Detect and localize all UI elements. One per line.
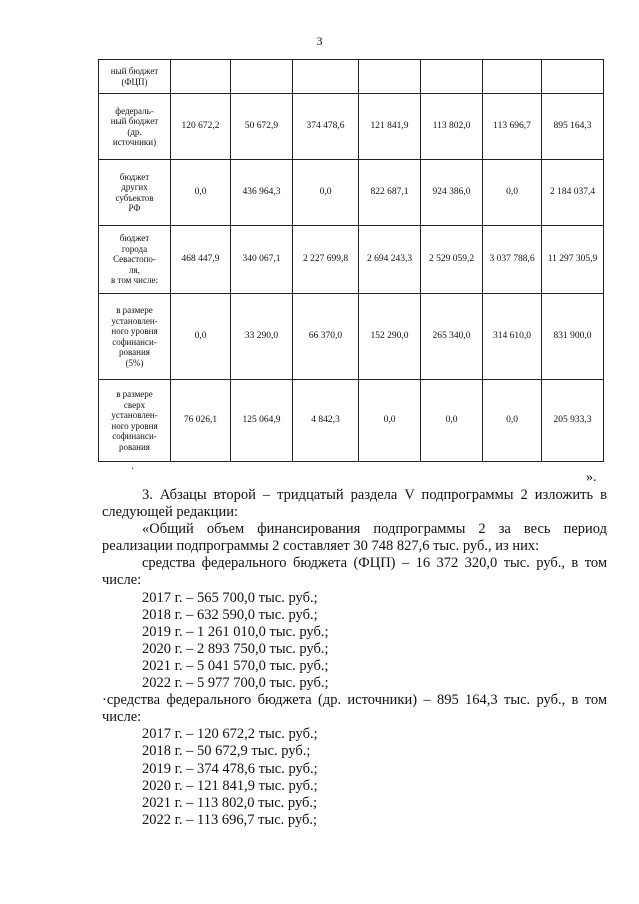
table-cell: 50 672,9 [231,94,293,160]
table-cell: 265 340,0 [421,294,483,380]
year-amount: 2022 г. – 5 977 700,0 тыс. руб.; [142,675,329,692]
row-label-line: РФ [128,203,141,213]
row-label-line: федераль- [115,105,154,116]
row-label-line: в том числе: [111,275,158,286]
row-label-line: рования [119,347,150,357]
row-label-line: рования [119,441,150,452]
row-label-line: города [121,243,148,254]
row-label-line: установлен- [111,410,158,420]
table-cell: 4 842,3 [293,380,359,462]
table-cell: 120 672,2 [171,94,231,160]
table-cell: 0,0 [483,380,542,462]
page-number: 3 [316,34,323,48]
table-cell: 113 802,0 [421,94,483,160]
table-cell: 314 610,0 [483,294,542,380]
table-cell [293,60,359,94]
row-label-line: ный бюджет [110,116,159,126]
table-cell: 2 184 037,4 [542,160,604,226]
fcp-years-list [102,590,607,693]
year-amount: 2019 г. – 1 261 010,0 тыс. руб.; [142,623,329,640]
year-amount: 2022 г. – 113 696,7 тыс. руб.; [142,811,318,828]
table-row [99,226,604,294]
row-label [99,60,171,94]
row-label-line: в размере [116,305,153,315]
table-cell: 125 064,9 [231,380,293,462]
row-label-line: в размере [116,389,153,399]
table-cell: 3 037 788,6 [483,226,542,294]
row-label [99,226,171,294]
year-amount: 2019 г. – 374 478,6 тыс. руб.; [142,760,318,777]
table-row [99,160,604,226]
table-cell [171,60,231,94]
table-cell: 11 297 305,9 [542,226,604,294]
row-label [99,294,171,380]
table-cell: 2 694 243,3 [359,226,421,294]
financing-table [98,59,604,462]
table-cell [542,60,604,94]
table-cell [231,60,293,94]
year-amount: 2017 г. – 120 672,2 тыс. руб.; [142,726,318,743]
row-label-line: бюджет [119,233,150,244]
row-label [99,380,171,462]
table-cell: 0,0 [171,294,231,380]
paragraph-amendment: 3. Абзацы второй – тридцатый раздела V подпрограммы 2 изложить в следующей редакции: [102,487,607,521]
table-cell: 468 447,9 [171,226,231,294]
row-label [99,160,171,226]
table-cell: 0,0 [293,160,359,226]
table-cell: 340 067,1 [231,226,293,294]
table-cell [483,60,542,94]
table-cell: 436 964,3 [231,160,293,226]
row-label [99,94,171,160]
table-cell: 831 900,0 [542,294,604,380]
table-cell: 66 370,0 [293,294,359,380]
row-label-line: источники) [112,137,157,147]
row-label-line: софинанси- [112,336,157,347]
row-label-line: (5%) [125,357,144,368]
year-amount: 2018 г. – 50 672,9 тыс. руб.; [142,743,311,760]
table-cell: 0,0 [359,380,421,462]
table-cell: 2 227 699,8 [293,226,359,294]
table-cell: 113 696,7 [483,94,542,160]
year-amount: 2021 г. – 5 041 570,0 тыс. руб.; [142,657,329,674]
table-cell: 0,0 [421,380,483,462]
table-cell: 924 386,0 [421,160,483,226]
table-cell: 0,0 [483,160,542,226]
table-cell: 76 026,1 [171,380,231,462]
table-row [99,380,604,462]
row-label-line: субъектов [115,192,154,203]
table-cell: 822 687,1 [359,160,421,226]
year-amount: 2017 г. – 565 700,0 тыс. руб.; [142,589,318,606]
table-cell: 121 841,9 [359,94,421,160]
year-amount: 2021 г. – 113 802,0 тыс. руб.; [142,794,318,811]
row-label-line: сверх [123,399,146,410]
row-label-line: установлен- [111,315,158,326]
row-label-line: (ФЦП) [121,76,148,87]
row-label-line: бюджет [119,171,150,182]
dot-mark: · [131,464,135,475]
row-label-line: (др. [127,126,142,137]
row-label-line: ля, [129,264,140,275]
table-cell: 895 164,3 [542,94,604,160]
row-label-line: софинанси- [112,431,157,441]
year-amount: 2018 г. – 632 590,0 тыс. руб.; [142,606,318,623]
year-amount: 2020 г. – 2 893 750,0 тыс. руб.; [142,640,329,657]
row-label-line: других [121,182,148,192]
row-label-line: Севастопо- [113,254,156,265]
paragraph-fcp: средства федерального бюджета (ФЦП) – 16 372 320,0 тыс. руб., в том числе: [102,555,607,589]
table-row [99,60,604,94]
other-years-list [102,726,607,829]
table-cell: 152 290,0 [359,294,421,380]
row-label-line: ный бюджет [110,66,159,76]
table-cell: 0,0 [171,160,231,226]
year-amount: 2020 г. – 121 841,9 тыс. руб.; [142,777,318,794]
table-cell: 205 933,3 [542,380,604,462]
table-cell [421,60,483,94]
table-row [99,294,604,380]
paragraph-total: «Общий объем финансирования подпрограммы 2 за весь период реализации подпрограммы 2 составляет 30 748 827,6 тыс. руб., из них: [102,521,607,555]
row-label-line: ного уровня [111,420,158,431]
closing-quote: ». [586,470,597,485]
body-text [102,487,607,829]
table-cell: 2 529 059,2 [421,226,483,294]
table-cell: 33 290,0 [231,294,293,380]
table-cell [359,60,421,94]
table-row [99,94,604,160]
table-cell: 374 478,6 [293,94,359,160]
paragraph-other-sources: ·средства федерального бюджета (др. источники) – 895 164,3 тыс. руб., в том числе: [102,692,607,726]
row-label-line: ного уровня [111,326,158,336]
